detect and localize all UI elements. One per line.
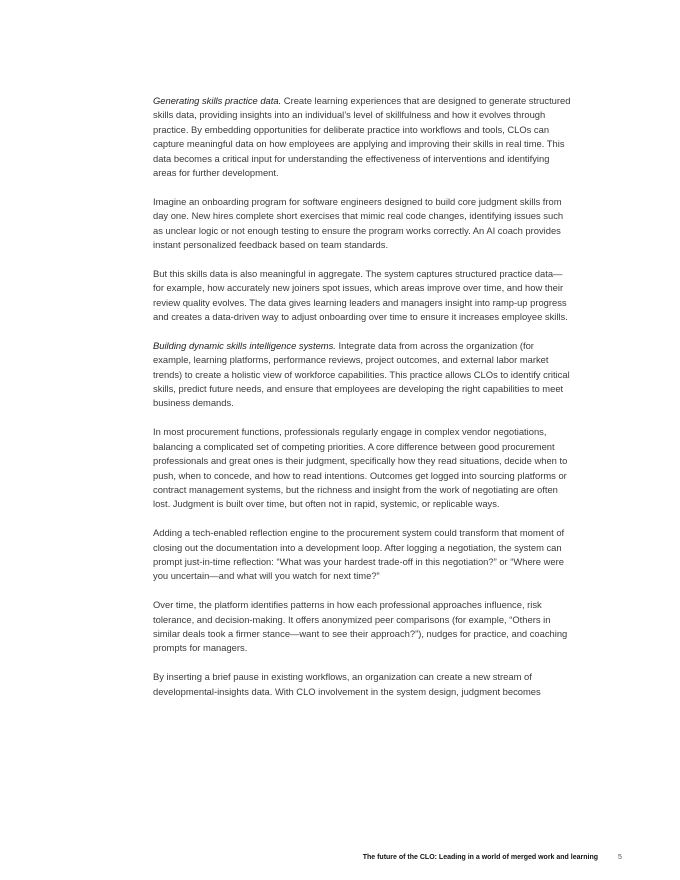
page-number: 5 <box>618 854 622 861</box>
footer-document-title: The future of the CLO: Leading in a world of merged work and learning <box>362 854 598 861</box>
document-body <box>153 94 573 713</box>
paragraph-reflection-engine: Adding a tech-enabled reflection engine to the procurement system could transform that moment of closing out the documentation into a development loop. After logging a negotiation, the system can prompt just-in-time reflection: “What was your hardest trade-off in this negotiation?” or “Where were you uncertain—and what will you watch for next time?” <box>153 527 565 582</box>
paragraph-generating-skills <box>153 94 573 180</box>
page-footer <box>0 852 680 864</box>
paragraph-lead-in: Generating skills practice data. <box>153 95 282 106</box>
paragraph-lead-in: Building dynamic skills intelligence systems. <box>153 339 336 351</box>
paragraph-text: Create learning experiences that are designed to generate structured skills data, providing insights into an individual’s level of skillfulness and how it evolves through practice. By embedding opportunities for deliberate practice into workflows and tools, CLOs can capture meaningful data on how employees are applying and improving their skills in real time. This data becomes a critical input for understanding the effectiveness of interventions and identifying areas for further development. <box>153 95 571 179</box>
paragraph-workflow-pause: By inserting a brief pause in existing workflows, an organization can create a new stream of developmental-insights data. With CLO involvement in the system design, judgment becomes <box>153 671 541 697</box>
paragraph-aggregate-data: But this skills data is also meaningful in aggregate. The system captures structured practice data—for example, how accurately new joiners spot issues, which areas improve over time, and how their review quality evolves. The data gives learning leaders and managers insight into ramp-up progress and creates a data-driven way to adjust onboarding over time to ensure it increases employee skills. <box>153 267 568 323</box>
paragraph-onboarding-example: Imagine an onboarding program for software engineers designed to build core judgment skills from day one. New hires complete short exercises that mimic real code changes, identifying issues such as unclear logic or not enough testing to ensure the program works correctly. An AI coach provides instant personalized feedback based on team standards. <box>153 195 564 251</box>
paragraph-text: Integrate data from across the organization (for example, learning platforms, performance reviews, project outcomes, and external labor market trends) to create a holistic view of workforce capabilities. This practice allows CLOs to identify critical skills, predict future needs, and ensure that employees are developing the right capabilities to meet business demands. <box>153 339 570 409</box>
paragraph-skills-intelligence <box>153 339 573 411</box>
paragraph-procurement: In most procurement functions, professionals regularly engage in complex vendor negotiations, balancing a complicated set of competing priorities. A core difference between good procurement professionals and great ones is their judgment, specifically how they read situations, decide when to push, when to concede, and how to read intentions. Outcomes get logged into sourcing platforms or contract management systems, but the richness and insight from the work of negotiating are often lost. Judgment is built over time, but often not in rapid, systemic, or replicable ways. <box>153 426 568 510</box>
paragraph-patterns: Over time, the platform identifies patterns in how each professional approaches influence, risk tolerance, and decision-making. It offers anonymized peer comparisons (for example, “Others in similar deals took a firmer stance—want to see their approach?”), nudges for practice, and coaching prompts for managers. <box>153 599 568 654</box>
